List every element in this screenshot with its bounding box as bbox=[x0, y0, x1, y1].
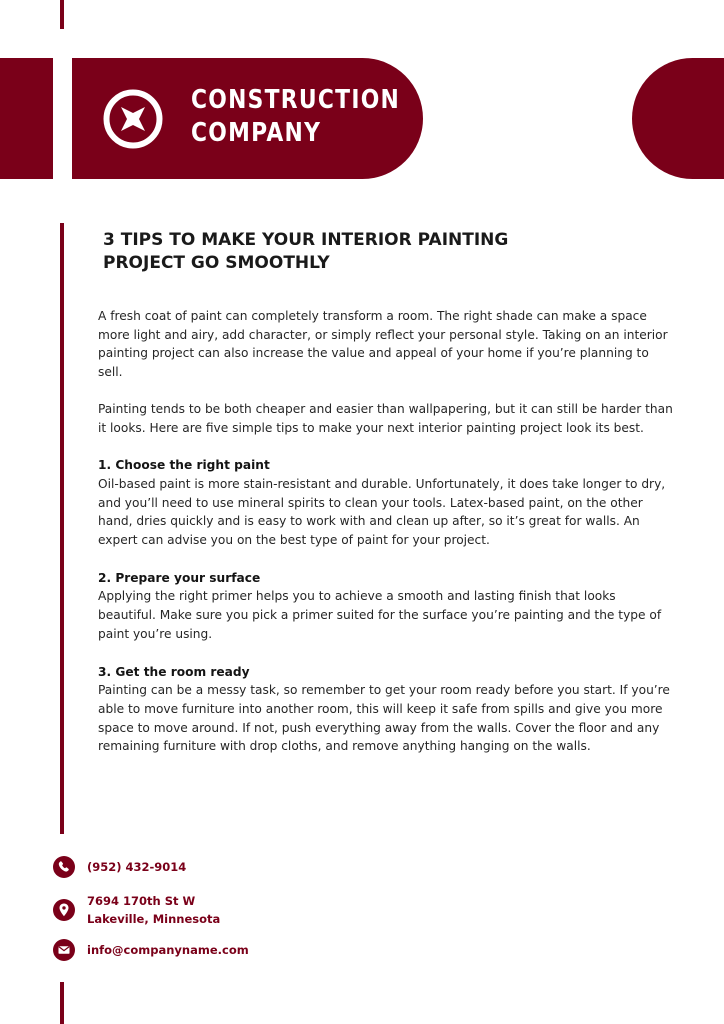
bottom-accent-line bbox=[60, 982, 64, 1024]
tip-body-3: Painting can be a messy task, so remember to get your room ready before you start. If you’re able to move furniture into another room, this will keep it safe from spills and give you more space to move around. If not, push everything away from the walls. Cover the floor and any remaining furniture with drop cloths, and remove anything hanging on the walls. bbox=[98, 683, 670, 754]
article-title-line2: PROJECT GO SMOOTHLY bbox=[103, 253, 330, 273]
address-text bbox=[87, 892, 220, 928]
tip-body-2: Applying the right primer helps you to achieve a smooth and lasting finish that looks beautiful. Make sure you pick a primer suited for the surface you’re painting and the type of paint you’re using. bbox=[98, 589, 662, 641]
phone-value[interactable]: (952) 432-9014 bbox=[87, 860, 187, 874]
tip-heading-1: 1. Choose the right paint bbox=[98, 458, 270, 473]
right-header-pill bbox=[632, 58, 724, 179]
company-name-line1: CONSTRUCTION bbox=[191, 85, 401, 115]
company-name bbox=[191, 84, 401, 150]
email-value[interactable]: info@companyname.com bbox=[87, 943, 249, 957]
x-circle-logo-icon bbox=[102, 88, 164, 150]
tip-section-1 bbox=[98, 456, 673, 550]
address-line2: Lakeville, Minnesota bbox=[87, 912, 221, 926]
location-pin-icon bbox=[53, 899, 75, 921]
intro-paragraph-2: Painting tends to be both cheaper and easier than wallpapering, but it can still be harder than it looks. Here are five simple tips to make your next interior painting project look its best. bbox=[98, 401, 673, 435]
top-accent-line bbox=[60, 0, 64, 29]
content-accent-line bbox=[60, 223, 64, 834]
intro-paragraph-1: A fresh coat of paint can completely transform a room. The right shade can make a space more light and airy, add character, or simply reflect your personal style. Taking on an interior painting project can also increase the value and appeal of your home if you’re planning to sell. bbox=[98, 309, 668, 380]
tip-section-2 bbox=[98, 569, 673, 644]
phone-number[interactable] bbox=[87, 858, 186, 876]
tip-body-1: Oil-based paint is more stain-resistant and durable. Unfortunately, it does take longer to dry, and you’ll need to use mineral spirits to clean your tools. Latex-based paint, on the other hand, dries quickly and is easy to work with and clean up after, so it’s great for walls. An expert can advise you on the best type of paint for your project. bbox=[98, 476, 666, 548]
tip-heading-3: 3. Get the room ready bbox=[98, 664, 250, 679]
phone-icon bbox=[53, 856, 75, 878]
left-header-block bbox=[0, 58, 53, 179]
article-body bbox=[98, 307, 673, 756]
tip-section-3 bbox=[98, 663, 673, 757]
email-icon bbox=[53, 939, 75, 961]
article-title bbox=[103, 229, 583, 275]
company-name-line2: COMPANY bbox=[191, 118, 322, 148]
tip-heading-2: 2. Prepare your surface bbox=[98, 570, 261, 585]
email-address[interactable] bbox=[87, 941, 249, 959]
address-line1: 7694 170th St W bbox=[87, 894, 196, 908]
article-title-line1: 3 TIPS TO MAKE YOUR INTERIOR PAINTING bbox=[103, 230, 509, 250]
